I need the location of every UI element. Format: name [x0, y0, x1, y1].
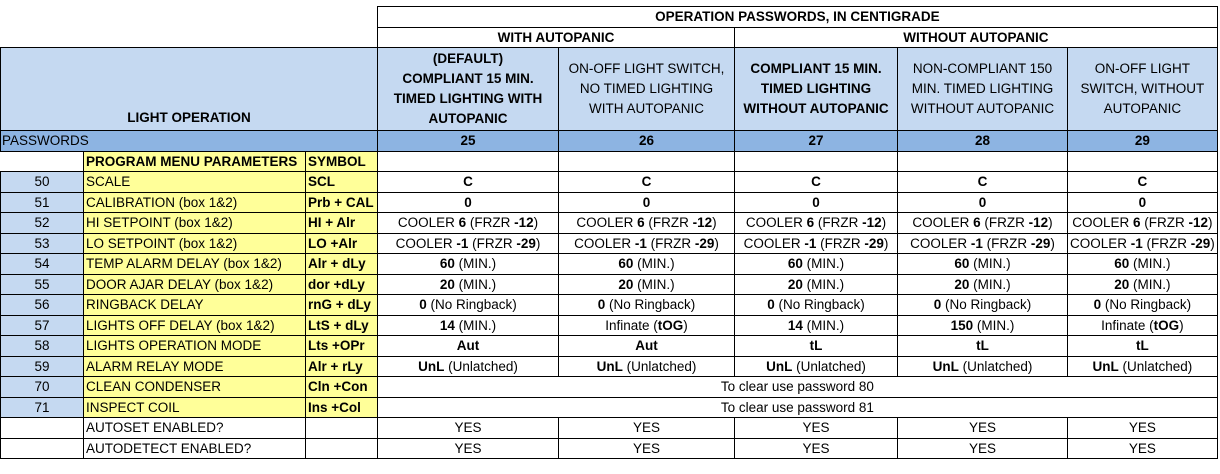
value-bold: 0 — [933, 297, 942, 313]
value-bold: -1 — [970, 235, 983, 251]
value-bold: UnL — [418, 358, 445, 374]
parameter-name: TEMP ALARM DELAY (box 1&2) — [84, 254, 306, 275]
value-text: ) — [1050, 235, 1055, 251]
parameter-symbol — [306, 418, 378, 439]
value-bold: 20 — [787, 276, 803, 292]
row-number: 54 — [1, 254, 84, 275]
value-bold: -29 — [1030, 235, 1051, 251]
value-bold: 14 — [787, 317, 803, 333]
table-row — [1, 418, 1218, 439]
column-header-line: TIMED LIGHTING WITH — [393, 91, 543, 106]
parameter-name: LO SETPOINT (box 1&2) — [84, 233, 306, 254]
value-cell: YES — [1068, 438, 1218, 459]
value-bold: 6 — [973, 215, 981, 231]
parameter-symbol: Cln +Con — [306, 377, 378, 398]
value-cell: 0 — [1068, 192, 1218, 213]
value-text: (MIN.) — [802, 256, 845, 272]
table-row — [1, 356, 1218, 377]
value-cell — [559, 213, 735, 234]
row-number: 55 — [1, 274, 84, 295]
clear-instruction: To clear use password 80 — [378, 377, 1218, 398]
value-cell: 0 — [735, 192, 898, 213]
value-text: ) — [535, 235, 541, 251]
value-text: (Unlatched) — [792, 358, 866, 374]
parameter-name: INSPECT COIL — [84, 397, 306, 418]
column-header-line: COMPLIANT 15 MIN. — [402, 71, 534, 86]
table-row — [1, 295, 1218, 316]
clear-instruction: To clear use password 81 — [378, 397, 1218, 418]
value-text: (MIN.) — [454, 317, 497, 333]
value-bold: -12 — [692, 215, 713, 231]
value-text: (MIN.) — [633, 276, 675, 292]
value-bold: -12 — [1188, 215, 1209, 231]
column-header-1 — [378, 48, 559, 131]
value-bold: 60 — [787, 256, 803, 272]
value-text: (Unlatched) — [1118, 358, 1193, 374]
value-cell: 0 — [898, 192, 1068, 213]
value-bold: -1 — [804, 235, 817, 251]
value-cell: tL — [1068, 336, 1218, 357]
value-bold: UnL — [932, 358, 959, 374]
value-cell: 0 — [378, 192, 559, 213]
value-text: (FRZR — [646, 235, 695, 251]
table-row — [1, 172, 1218, 193]
value-text: (No Ringback) — [1101, 297, 1192, 313]
without-autopanic-header: WITHOUT AUTOPANIC — [735, 27, 1218, 48]
value-cell — [378, 356, 559, 377]
value-bold: tOG — [1153, 317, 1180, 333]
column-header-line: COMPLIANT 15 MIN. — [750, 61, 882, 76]
value-text: (FRZR — [816, 235, 865, 251]
value-bold: -12 — [514, 215, 534, 231]
value-text: ) — [1208, 215, 1213, 231]
value-text: (MIN.) — [1129, 276, 1171, 292]
value-cell — [1068, 213, 1218, 234]
value-bold: 60 — [439, 256, 455, 272]
value-cell: YES — [559, 438, 735, 459]
value-text: (FRZR — [466, 215, 515, 231]
column-header-line: (DEFAULT) — [432, 51, 504, 66]
parameter-name: AUTOSET ENABLED? — [84, 418, 306, 439]
column-header-line: MIN. TIMED LIGHTING — [911, 81, 1054, 96]
header-row-columns — [1, 48, 1218, 131]
value-cell — [559, 233, 735, 254]
value-bold: tOG — [657, 317, 684, 333]
value-cell: YES — [1068, 418, 1218, 439]
column-header-line: NO TIMED LIGHTING — [579, 81, 714, 96]
value-text: (FRZR — [644, 215, 693, 231]
row-number: 57 — [1, 315, 84, 336]
value-cell — [378, 233, 559, 254]
value-bold: UnL — [596, 358, 623, 374]
value-text: ) — [883, 235, 889, 251]
password-2: 26 — [559, 131, 735, 152]
value-cell — [1068, 295, 1218, 316]
value-cell — [378, 213, 559, 234]
value-text: Infinate ( — [605, 317, 658, 333]
value-cell — [735, 295, 898, 316]
value-cell — [559, 295, 735, 316]
value-cell: C — [378, 172, 559, 193]
parameter-symbol — [306, 438, 378, 459]
value-text: (MIN.) — [969, 256, 1011, 272]
value-cell — [1068, 315, 1218, 336]
value-text: (MIN.) — [802, 276, 845, 292]
value-text: ) — [714, 235, 719, 251]
table-row — [1, 438, 1218, 459]
column-header-line: TIMED LIGHTING — [760, 81, 872, 96]
row-number — [1, 418, 84, 439]
value-text: COOLER — [395, 235, 457, 251]
value-text: (MIN.) — [969, 276, 1011, 292]
value-cell — [378, 315, 559, 336]
value-bold: 60 — [618, 256, 634, 272]
value-cell: Aut — [559, 336, 735, 357]
value-text: ) — [533, 215, 539, 231]
value-text: (FRZR — [814, 215, 863, 231]
value-bold: -29 — [694, 235, 715, 251]
param-symbol-header: SYMBOL — [306, 151, 378, 172]
value-cell — [898, 295, 1068, 316]
row-number: 59 — [1, 356, 84, 377]
parameter-name: SCALE — [84, 172, 306, 193]
column-header-line: SWITCH, WITHOUT — [1080, 81, 1205, 96]
row-number: 58 — [1, 336, 84, 357]
value-text: COOLER — [1072, 215, 1134, 231]
password-4: 28 — [898, 131, 1068, 152]
value-cell: YES — [735, 438, 898, 459]
value-text: COOLER — [745, 215, 807, 231]
value-cell — [559, 274, 735, 295]
value-cell: YES — [735, 418, 898, 439]
parameter-symbol: Prb + CAL — [306, 192, 378, 213]
value-text: (FRZR — [1142, 235, 1191, 251]
value-bold: 20 — [1114, 276, 1130, 292]
value-cell — [898, 315, 1068, 336]
param-name-header: PROGRAM MENU PARAMETERS — [84, 151, 306, 172]
value-cell: C — [735, 172, 898, 193]
value-bold: 20 — [618, 276, 634, 292]
value-text: ) — [683, 317, 688, 333]
value-text: (MIN.) — [633, 256, 675, 272]
table-row — [1, 397, 1218, 418]
value-cell — [378, 254, 559, 275]
table-row — [1, 254, 1218, 275]
value-text: (MIN.) — [973, 317, 1015, 333]
header-row-group — [1, 27, 1218, 48]
column-header-line: ON-OFF LIGHT — [1094, 61, 1191, 76]
value-text: (Unlatched) — [958, 358, 1033, 374]
value-cell: 0 — [559, 192, 735, 213]
column-header-line: ON-OFF LIGHT SWITCH, — [568, 61, 725, 76]
value-cell — [735, 213, 898, 234]
value-text: COOLER — [743, 235, 805, 251]
parameter-symbol: Lts +OPr — [306, 336, 378, 357]
value-cell — [898, 213, 1068, 234]
value-text: ) — [1048, 215, 1053, 231]
column-header-line: WITH AUTOPANIC — [588, 101, 704, 116]
header-row-top — [1, 7, 1218, 28]
column-header-2 — [559, 48, 735, 131]
value-cell — [1068, 274, 1218, 295]
value-bold: 0 — [767, 297, 775, 313]
value-cell — [735, 254, 898, 275]
value-bold: 6 — [806, 215, 815, 231]
value-cell — [378, 274, 559, 295]
parameter-name: CLEAN CONDENSER — [84, 377, 306, 398]
value-text: (FRZR — [1140, 215, 1189, 231]
table-row — [1, 213, 1218, 234]
column-header-line: AUTOPANIC — [1103, 101, 1182, 116]
value-bold: -29 — [864, 235, 884, 251]
light-operation-header: LIGHT OPERATION — [1, 48, 378, 131]
row-number: 56 — [1, 295, 84, 316]
passwords-label: PASSWORDS — [1, 131, 378, 152]
value-text: (MIN.) — [802, 317, 845, 333]
value-text: (MIN.) — [1129, 256, 1171, 272]
column-header-3 — [735, 48, 898, 131]
table-row — [1, 274, 1218, 295]
value-cell: C — [1068, 172, 1218, 193]
parameter-symbol: LtS + dLy — [306, 315, 378, 336]
value-text: ) — [881, 215, 887, 231]
value-bold: 0 — [1093, 297, 1102, 313]
column-header-line: NON-COMPLIANT 150 — [912, 61, 1053, 76]
value-text: COOLER — [1070, 235, 1131, 251]
value-bold: 20 — [439, 276, 455, 292]
value-bold: 6 — [458, 215, 467, 231]
value-text: COOLER — [912, 215, 974, 231]
value-text: ) — [1210, 235, 1215, 251]
value-cell — [898, 233, 1068, 254]
value-cell: YES — [378, 438, 559, 459]
value-bold: 60 — [954, 256, 970, 272]
value-cell — [559, 315, 735, 336]
value-bold: -29 — [1190, 235, 1211, 251]
operation-passwords-table — [0, 6, 1218, 459]
value-cell — [378, 295, 559, 316]
value-text: (No Ringback) — [605, 297, 696, 313]
value-cell: tL — [735, 336, 898, 357]
param-header-row — [1, 151, 1218, 172]
value-cell — [898, 274, 1068, 295]
value-bold: -12 — [1028, 215, 1049, 231]
value-text: (MIN.) — [454, 276, 497, 292]
value-text: (No Ringback) — [774, 297, 865, 313]
table-row — [1, 336, 1218, 357]
password-5: 29 — [1068, 131, 1218, 152]
parameter-name: CALIBRATION (box 1&2) — [84, 192, 306, 213]
value-cell: YES — [378, 418, 559, 439]
value-cell — [735, 274, 898, 295]
column-header-line: AUTOPANIC — [428, 111, 508, 126]
value-cell — [1068, 233, 1218, 254]
table-title: OPERATION PASSWORDS, IN CENTIGRADE — [378, 7, 1218, 28]
value-text: ) — [712, 215, 717, 231]
value-bold: 6 — [1133, 215, 1141, 231]
value-text: Infinate ( — [1101, 317, 1154, 333]
value-cell — [735, 315, 898, 336]
with-autopanic-header: WITH AUTOPANIC — [378, 27, 735, 48]
value-bold: -1 — [456, 235, 469, 251]
parameter-symbol: SCL — [306, 172, 378, 193]
value-bold: -1 — [634, 235, 647, 251]
value-cell: C — [898, 172, 1068, 193]
value-cell — [898, 356, 1068, 377]
value-text: COOLER — [576, 215, 638, 231]
row-number — [1, 438, 84, 459]
value-text: (Unlatched) — [622, 358, 697, 374]
parameter-name: HI SETPOINT (box 1&2) — [84, 213, 306, 234]
value-cell — [898, 254, 1068, 275]
value-cell: tL — [898, 336, 1068, 357]
column-header-5 — [1068, 48, 1218, 131]
column-header-line: WITHOUT AUTOPANIC — [743, 101, 889, 116]
parameter-symbol: LO +Alr — [306, 233, 378, 254]
value-cell: YES — [559, 418, 735, 439]
value-bold: 0 — [597, 297, 606, 313]
value-text: ) — [1179, 317, 1184, 333]
value-bold: 14 — [439, 317, 455, 333]
password-3: 27 — [735, 131, 898, 152]
parameter-symbol: Alr + dLy — [306, 254, 378, 275]
value-text: COOLER — [397, 215, 459, 231]
value-cell: C — [559, 172, 735, 193]
value-cell — [735, 356, 898, 377]
column-header-line: WITHOUT AUTOPANIC — [910, 101, 1055, 116]
parameter-name: AUTODETECT ENABLED? — [84, 438, 306, 459]
value-text: (MIN.) — [454, 256, 497, 272]
value-bold: 6 — [637, 215, 645, 231]
value-cell: YES — [898, 418, 1068, 439]
parameter-name: RINGBACK DELAY — [84, 295, 306, 316]
row-number: 70 — [1, 377, 84, 398]
value-text: COOLER — [574, 235, 635, 251]
parameter-name: ALARM RELAY MODE — [84, 356, 306, 377]
password-1: 25 — [378, 131, 559, 152]
parameter-symbol: Ins +Col — [306, 397, 378, 418]
value-bold: -12 — [862, 215, 882, 231]
parameter-name: DOOR AJAR DELAY (box 1&2) — [84, 274, 306, 295]
parameter-name: LIGHTS OPERATION MODE — [84, 336, 306, 357]
row-number: 51 — [1, 192, 84, 213]
value-cell: Aut — [378, 336, 559, 357]
value-cell — [1068, 356, 1218, 377]
value-bold: 0 — [419, 297, 427, 313]
value-text: (FRZR — [980, 215, 1029, 231]
value-text: (FRZR — [982, 235, 1031, 251]
value-text: (FRZR — [468, 235, 517, 251]
parameter-symbol: rnG + dLy — [306, 295, 378, 316]
parameter-symbol: HI + Alr — [306, 213, 378, 234]
table-row — [1, 233, 1218, 254]
value-cell: YES — [898, 438, 1068, 459]
parameter-symbol: Alr + rLy — [306, 356, 378, 377]
value-cell — [735, 233, 898, 254]
parameter-name: LIGHTS OFF DELAY (box 1&2) — [84, 315, 306, 336]
row-number: 53 — [1, 233, 84, 254]
value-cell — [559, 254, 735, 275]
value-bold: 60 — [1114, 256, 1130, 272]
passwords-row — [1, 131, 1218, 152]
table-row — [1, 315, 1218, 336]
value-cell — [559, 356, 735, 377]
value-bold: UnL — [766, 358, 793, 374]
column-header-4 — [898, 48, 1068, 131]
value-text: (No Ringback) — [941, 297, 1032, 313]
value-bold: UnL — [1092, 358, 1119, 374]
value-bold: 150 — [950, 317, 974, 333]
value-cell — [1068, 254, 1218, 275]
table-row — [1, 377, 1218, 398]
parameter-symbol: dor +dLy — [306, 274, 378, 295]
value-text: (Unlatched) — [444, 358, 518, 374]
value-text: COOLER — [910, 235, 971, 251]
value-bold: -1 — [1130, 235, 1143, 251]
value-text: (No Ringback) — [426, 297, 517, 313]
value-bold: 20 — [954, 276, 970, 292]
row-number: 50 — [1, 172, 84, 193]
row-number: 71 — [1, 397, 84, 418]
value-bold: -29 — [516, 235, 536, 251]
row-number: 52 — [1, 213, 84, 234]
table-row — [1, 192, 1218, 213]
